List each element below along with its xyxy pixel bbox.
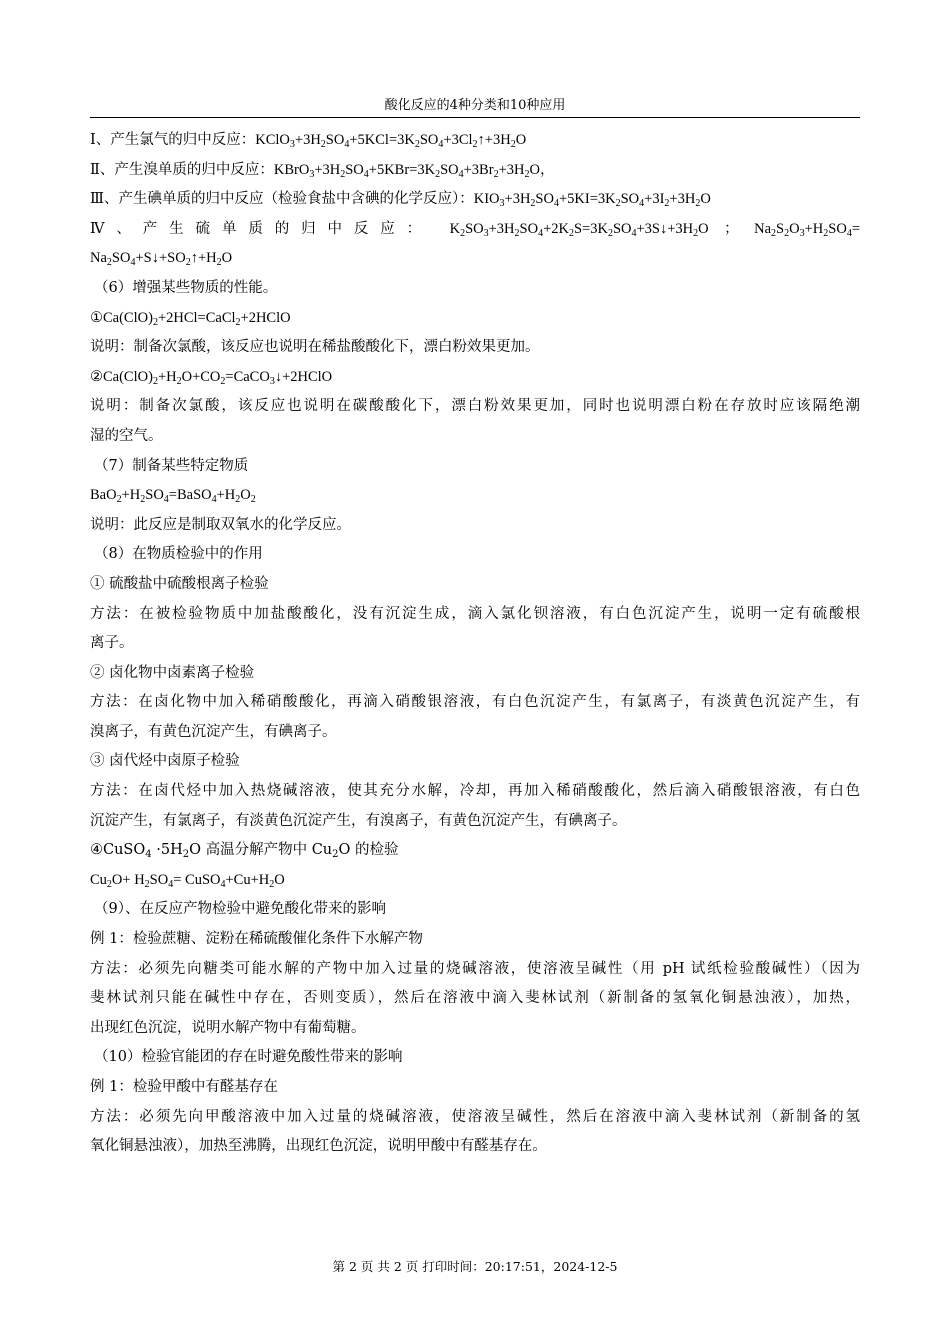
reaction-4-label: Ⅳ、产生硫单质的归中反应： — [90, 220, 434, 237]
reaction-3 — [90, 185, 860, 215]
section-10-example: 例 1：检验甲酸中有醛基存在 — [90, 1079, 278, 1095]
section-8-item-3-method-line-2: 沉淀产生，有氯离子，有淡黄色沉淀产生，有溴离子，有黄色沉淀产生，有碘离子。 — [90, 812, 627, 829]
section-9-method-line-2: 斐林试剂只能在碱性中存在，否则变质），然后在溶液中滴入斐林试剂（新制备的氢氧化铜悬浊液），加热， — [90, 990, 860, 1007]
reaction-3-label: Ⅲ、产生碘单质的归中反应（检验食盐中含碘的化学反应）： — [90, 191, 474, 208]
reaction-2-label: Ⅱ、产生溴单质的归中反应： — [90, 161, 274, 178]
reaction-3-equation: $KIO_3+3H_2SO_4+5KI=3K_2SO_4+3I_2+3H_2O$ — [473, 191, 711, 210]
reaction-4-line-1 — [90, 215, 860, 245]
section-7-heading: （7）制备某些特定物质 — [94, 457, 249, 474]
section-8-item-3-method-line-1: 方法：在卤代烃中加入热烧碱溶液，使其充分水解，冷却，再加入稀硝酸酸化，然后滴入硝酸银溶液，有白色 — [90, 783, 860, 800]
section-10-method-line-2: 氧化铜悬浊液），加热至沸腾，出现红色沉淀，说明甲酸中有醛基存在。 — [90, 1138, 547, 1155]
section-8-item-1-title: ① 硫酸盐中硫酸根离子检验 — [90, 575, 269, 592]
section-10-heading: （10）检验官能团的存在时避免酸性带来的影响 — [94, 1049, 403, 1066]
section-9-method-line-1: 方法：必须先向糖类可能水解的产物中加入过量的烧碱溶液，使溶液呈碱性（用 pH 试纸检验酸碱性）（因为 — [90, 960, 860, 977]
section-7-note: 说明：此反应是制取双氧水的化学反应。 — [90, 516, 351, 533]
section-7-equation: $BaO_2+H_2SO_4=BaSO_4+H_2O_2$ — [90, 487, 256, 506]
section-8-item-2-title: ② 卤化物中卤素离子检验 — [90, 664, 255, 681]
section-10-method-line-1: 方法：必须先向甲酸溶液中加入过量的烧碱溶液，使溶液呈碱性，然后在溶液中滴入斐林试剂（新制备的氢 — [90, 1108, 860, 1125]
section-8-item-2-method-line-2: 溴离子，有黄色沉淀产生，有碘离子。 — [90, 723, 337, 740]
page-header-title: 酸化反应的4种分类和10种应用 — [384, 98, 566, 113]
section-6-note-2-line-1: 说明：制备次氯酸，该反应也说明在碳酸酸化下，漂白粉效果更加，同时也说明漂白粉在存放时应该隔绝潮 — [90, 398, 860, 415]
page-footer: 第 2 页 共 2 页 打印时间：20:17:51，2024-12-5 — [332, 1259, 618, 1274]
section-9-example: 例 1：检验蔗糖、淀粉在稀硫酸催化条件下水解产物 — [90, 931, 423, 948]
section-8-item-4-equation: $Cu_2O+ H_2SO_4=$ $CuSO_4+Cu+H_2O$ — [90, 871, 285, 890]
section-8-heading: （8）在物质检验中的作用 — [94, 546, 263, 563]
reaction-1 — [90, 126, 860, 156]
header-rule — [90, 117, 860, 118]
reaction-2 — [90, 156, 860, 186]
reaction-2-equation: $KBrO_3+3H_2SO_4+5KBr=3K_2SO_4+3Br_2+3H_2O$， — [273, 161, 555, 180]
reaction-4-line-2: $Na_2SO_4+S↓+SO_2↑+H_2O$ — [90, 250, 233, 269]
section-6-heading: （6）增强某些物质的性能。 — [94, 279, 278, 296]
section-8-item-4-title: ④CuSO$_4$ $\cdot 5H_2O$ 高温分解产物中 $Cu_2O$ 的检验 — [90, 842, 399, 861]
section-6-note-1: 说明：制备次氯酸，该反应也说明在稀盐酸酸化下，漂白粉效果更加。 — [90, 339, 540, 356]
document-body — [90, 126, 860, 1162]
section-6-note-2-line-2: 湿的空气。 — [90, 427, 163, 444]
reaction-4-equation: $K_2SO_3+3H_2SO_4+2K_2S=3K_2SO_4+3S↓+3H_2O$ ； $Na_2S_2O_3+H_2SO_4=$ — [449, 220, 860, 239]
reaction-1-equation: $KClO_3+3H_2SO_4+5KCl=3K_2SO_4+3Cl_2↑+3H_2O$ — [255, 132, 527, 150]
section-6-equation-1: $①Ca(ClO)_2+2HCl=CaCl_2+2HClO$ — [90, 309, 291, 328]
section-8-item-1-method-line-1: 方法：在被检验物质中加盐酸酸化，没有沉淀生成，滴入氯化钡溶液，有白色沉淀产生，说明一定有硫酸根 — [90, 605, 860, 622]
section-9-method-line-3: 出现红色沉淀，说明水解产物中有葡萄糖。 — [90, 1019, 366, 1036]
section-9-heading: （9）、在反应产物检验中避免酸化带来的影响 — [94, 901, 386, 918]
reaction-1-label: Ⅰ、产生氯气的归中反应： — [90, 132, 256, 148]
section-6-equation-2: $②Ca(ClO)_2+H_2O+CO_2=CaCO_3↓+2HClO$ — [90, 368, 333, 387]
section-8-item-2-method-line-1: 方法：在卤化物中加入稀硝酸酸化，再滴入硝酸银溶液，有白色沉淀产生，有氯离子，有淡黄色沉淀产生，有 — [90, 694, 860, 711]
section-8-item-1-method-line-2: 离子。 — [90, 635, 134, 652]
section-8-item-3-title: ③ 卤代烃中卤原子检验 — [90, 753, 240, 770]
